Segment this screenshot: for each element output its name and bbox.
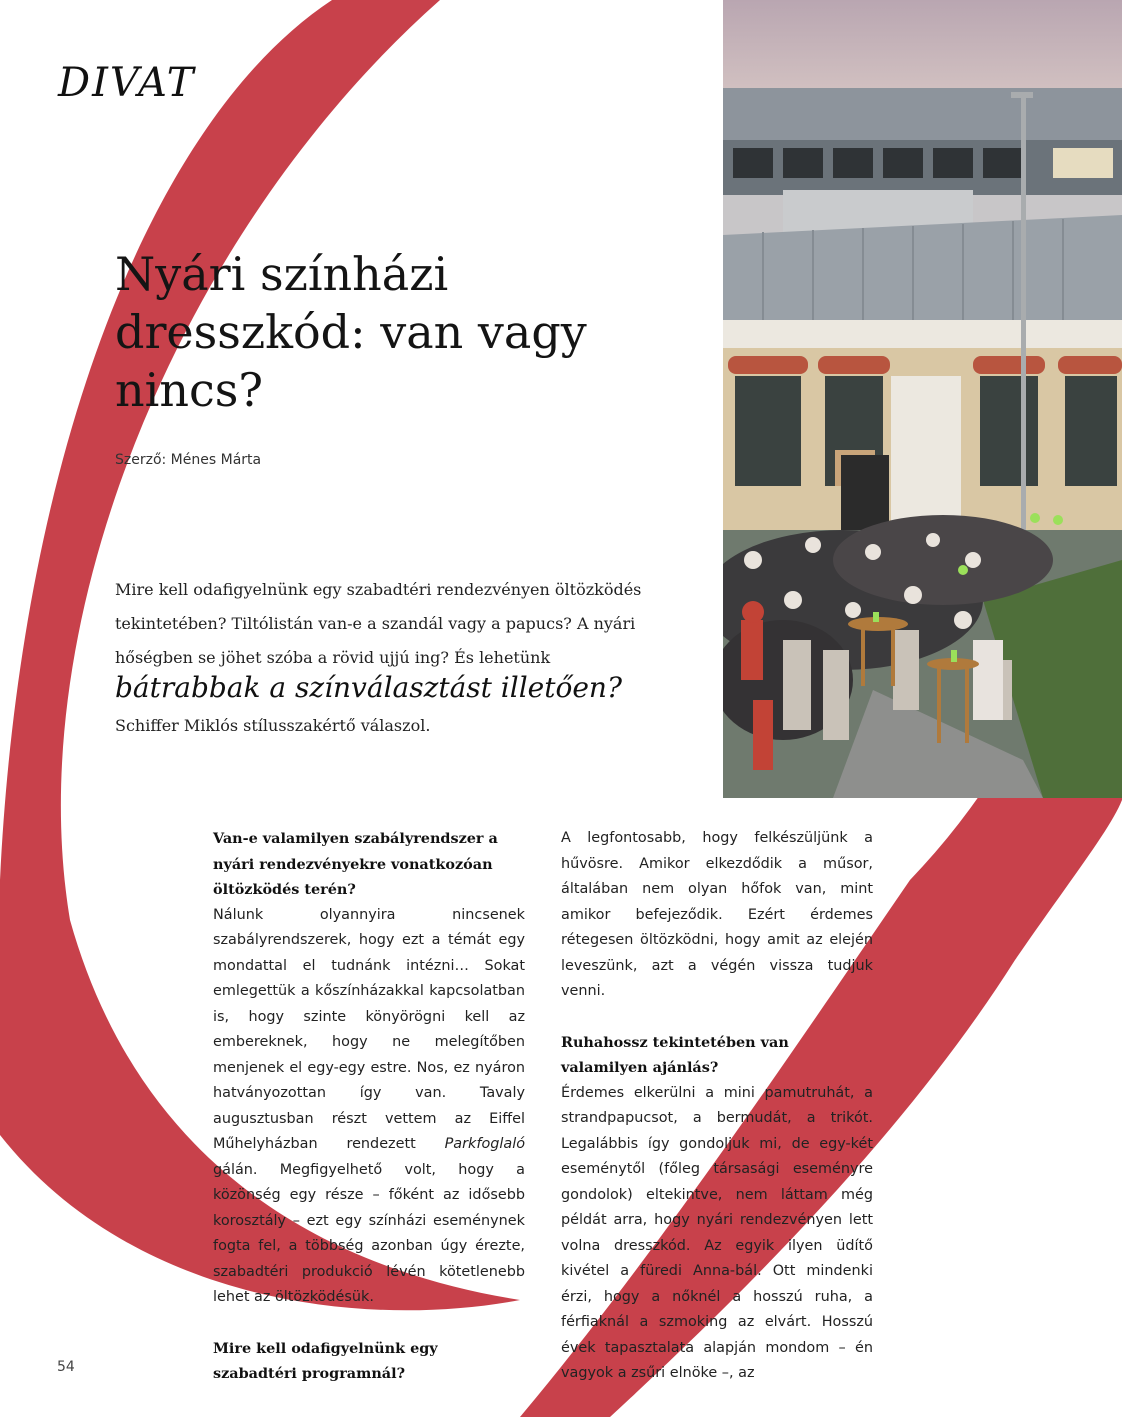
lead-text-1: Mire kell odafigyelnünk egy szabadtéri rendezvényen öltözködés tekintetében? Tiltólistán van-e a szandál vagy a papucs? A nyári hőségben se jöhet szóba a rövid ujjú ing? És lehetünk: [115, 580, 642, 667]
answer-1-text-b: gálán. Megfigyelhető volt, hogy a közönség egy része – főként az idősebb korosztály – ezt egy színházi eseménynek fogta fel, a többség azonban úgy érezte, szabadtéri produkció lévén kötetlenebb lehet az öltözködésük.: [213, 1161, 525, 1305]
answer-paragraph-2: A legfontosabb, hogy felkészüljünk a hűvösre. Amikor elkezdődik a műsor, általában nem olyan hőfok van, mint amikor befejeződik. Ezért érdemes rétegesen öltözködni, hogy amit az elején leveszünk, azt a végén vissza tudjuk venni.: [561, 830, 873, 999]
article-column-left: [213, 826, 525, 1387]
answer-paragraph-1: [213, 903, 525, 1311]
byline: Szerző: Ménes Márta: [115, 452, 262, 468]
answer-1-text-a: Nálunk olyannyira nincsenek szabályrendszerek, hogy ezt a témát egy mondattal el tudnánk intézni… Sokat emlegettük a kőszínházakkal kapcsolatban is, hogy szinte könyörögni kell az embereknek, hogy ne melegítőben menjenek el egy-egy estre. Nos, ez nyáron hatványozottan így van. Tavaly augusztusban részt vettem az Eiffel Műhelyházban rendezett: [213, 906, 525, 1152]
lead-emphasis: bátrabbak a színválasztást illetően?: [115, 671, 622, 704]
article-title: Nyári színházi dresszkód: van vagy nincs?: [115, 247, 587, 417]
section-label: DIVAT: [58, 60, 196, 106]
event-name: Parkfoglaló: [444, 1136, 525, 1152]
event-photo: [723, 0, 1122, 798]
question-heading-2: Mire kell odafigyelnünk egy szabadtéri programnál?: [213, 1339, 438, 1382]
lead-text-2: Schiffer Miklós stílusszakértő válaszol.: [115, 716, 431, 735]
article-column-right: [561, 826, 873, 1412]
question-heading-1: Van-e valamilyen szabályrendszer a nyári rendezvényekre vonatkozóan öltözködés terén?: [213, 830, 498, 898]
lead-paragraph: [115, 573, 675, 743]
page-number: 54: [57, 1359, 75, 1375]
answer-paragraph-3: Érdemes elkerülni a mini pamutruhát, a strandpapucsot, a bermudát, a trikót. Legalábbis így gondoljuk mi, de egy-két eseménytől (főleg társasági eseményre gondolok) eltekintve, nem láttam még példát arra, hogy nyári rendezvényen lett volna dresszkód. Az egyik ilyen üdítő kivétel a füredi Anna-bál. Ott mindenki érzi, hogy a nőknél a hosszú ruha, a férfiaknál a szmoking az elvárt. Hosszú évek tapasztalata alapján mondom – én vagyok a zsűri elnöke –, az: [561, 1084, 873, 1381]
question-heading-3: Ruhahossz tekintetében van valamilyen ajánlás?: [561, 1033, 789, 1076]
